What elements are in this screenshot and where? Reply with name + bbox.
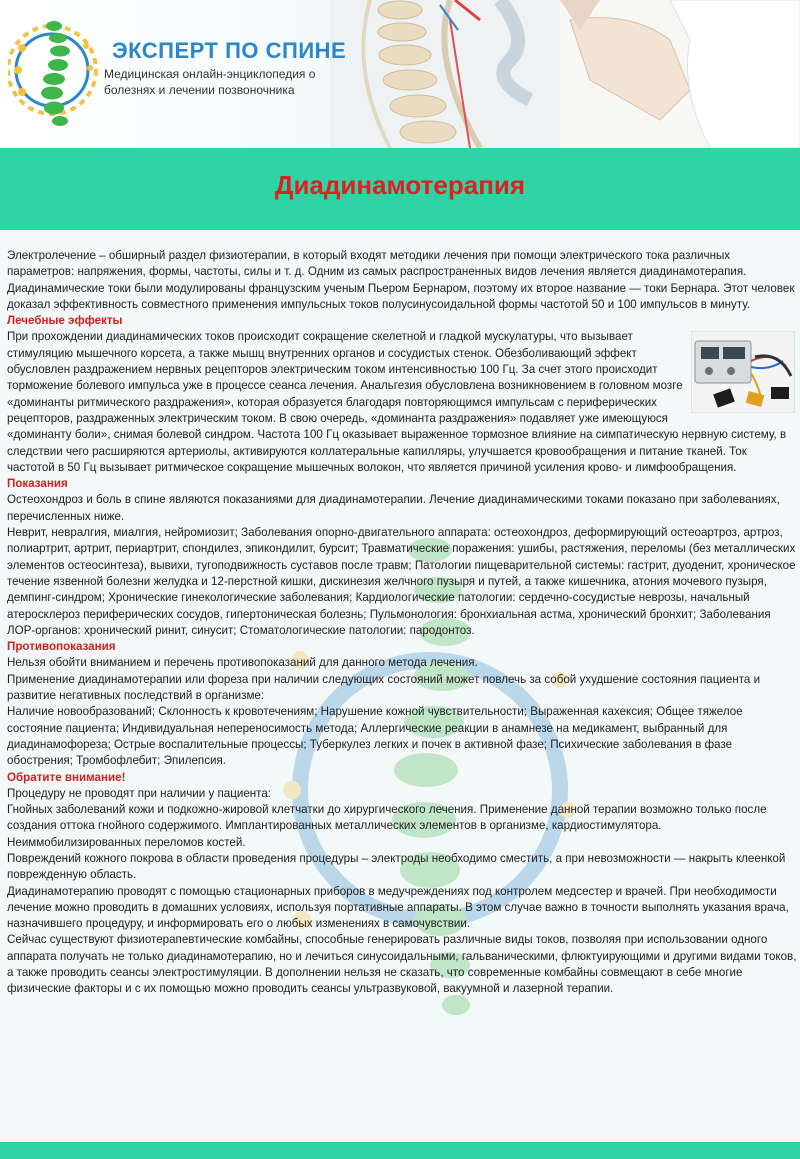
page-title: Диадинамотерапия [274, 170, 526, 200]
effects-heading: Лечебные эффекты [7, 314, 123, 328]
outro-paragraph-1: Диадинамотерапию проводят с помощью стационарных приборов в медучреждениях под контролем медсестер и врачей. При необходимости лечение можно проводить в домашних условиях, используя портативные аппараты. В этом случае важно в точности выполнять указания врача, назначившего процедуру, и информировать его о любых изменениях в самочувствии. [7, 884, 789, 931]
header-photo-spine-model [330, 0, 800, 148]
electrotherapy-device-image [691, 331, 795, 413]
contraindications-heading: Противопоказания [7, 640, 116, 654]
intro-paragraph: Электролечение – обширный раздел физиотерапии, в который входят методики лечения при помощи электрического тока различных параметров: напряжения, формы, частоты, силы и т. д. Одним из самых распространенных видов лечения является диадинамотерапия. Диадинамические токи были модулированы французским ученым Пьером Бернаром, поэтому их второе название — токи Бернара. Этот человек доказал эффективность совместного применения импульсных токов полусинусоидальной формы частотой 50 и 100 импульсов в минуту. [7, 249, 795, 311]
indications-list: Неврит, невралгия, миалгия, нейромиозит; Заболевания опорно-двигательного аппарата: остеохондроз, деформирующий остеоартроз, артроз, полиартрит, артрит, периартрит, спондилез, эпикондилит, бурсит; Травматические поражения: ушибы, растяжения, переломы (без металлических элементов остеосинтеза), вывихи, тугоподвижность суставов после травм; Патологии пищеварительной системы: гастрит, дуоденит, хроническое течение язвенной болезни желудка и 12-перстной кишки, дискинезия желчного пузыря и путей, а также кишечника, атония мочевого пузыря, демпинг-синдром; Хронические гинекологические заболевания; Кардиологические патологии: сердечно-сосудистые неврозы, начальный атеросклероз периферических сосудов, гипертоническая болезнь; Пульмонология: бронхиальная астма, хронический бронхит; Заболевания ЛОР-органов: хронический ринит, синусит; Стоматологические патологии: пародонтоз. [7, 526, 796, 637]
attention-item-1: Гнойных заболеваний кожи и подкожно-жировой клетчатки до хирургического лечения. Применение данной терапии возможно только после создания оттока гнойного содержимого. Имплантированных металлических элементов в организме, кардиостимулятора. Неиммобилизированных переломов костей. [7, 803, 767, 849]
site-logo-subtitle: Медицинская онлайн-энциклопедия о болезнях и лечении позвоночника [104, 67, 316, 97]
bottom-band [0, 1142, 800, 1159]
attention-intro: Процедуру не проводят при наличии у пациента: [7, 786, 272, 800]
site-header [0, 0, 800, 148]
indications-intro: Остеохондроз и боль в спине являются показаниями для диадинамотерапии. Лечение диадинамическими токами показано при заболеваниях, перечисленных ниже. [7, 493, 780, 523]
contraindications-list: Наличие новообразований; Склонность к кровотечениям; Нарушение кожной чувствительности; Выраженная кахексия; Общее тяжелое состояние пациента; Индивидуальная непереносимость метода; Аллергические реакции в анамнезе на медикамент, выбранный для диадинамофореза; Острые воспалительные процессы; Туберкулез легких и почек в активной фазе; Психические заболевания в фазе обострения; Тромбофлебит; Эпилепсия. [7, 705, 743, 768]
spine-logo-icon [8, 8, 104, 132]
outro-paragraph-2: Сейчас существуют физиотерапевтические комбайны, способные генерировать различные виды токов, позволяя при использовании одного аппарата получать не только диадинамотерапию, но и лечиться синусоидальными, гальваническими, флюктуирующими и другими видами токов, а также проводить сеансы электростимуляции. В дополнении нельзя не сказать, что современные комбайны совмещают в себе многие физические факторы и с их помощью можно проводить сеансы ультразвуковой, вакуумной и лазерной терапии. [7, 933, 797, 996]
article-text [7, 248, 797, 998]
attention-heading: Обратите внимание! [7, 770, 126, 784]
contraindications-intro: Нельзя обойти вниманием и перечень противопоказаний для данного метода лечения. [7, 656, 478, 670]
attention-item-2: Повреждений кожного покрова в области проведения процедуры – электроды необходимо сместить, а при невозможности — накрыть клеенкой поврежденную область. [7, 851, 786, 882]
site-logo-title[interactable]: ЭКСПЕРТ ПО СПИНЕ [112, 38, 347, 63]
article-content [0, 230, 800, 1142]
indications-heading: Показания [7, 477, 68, 491]
effects-paragraph: При прохождении диадинамических токов происходит сокращение скелетной и гладкой мускулатуры, что вызывает стимуляцию мышечного корсета, а также мышц внутренних органов и сосудистых стенок. Обезболивающий эффект обусловлен раздражением нервных рецепторов электрическим током интенсивностью 100 Гц. За счет этого происходит торможение болевого импульса уже в процессе сеанса лечения. Анальгезия обусловлена возникновением в головном мозге «доминанты ритмического раздражения», которая образуется благодаря повторяющимся импульсам с периферических рецепторов, раздраженных электрическим током. В свою очередь, «доминанта раздражения» подавляет уже имеющуюся «доминанту боли», снимая болевой синдром. Частота 100 Гц оказывает выраженное тормозное влияние на симпатическую нервную систему, в следствии чего расширяются артериолы, активируются коллатеральные капилляры, улучшается кровообращения и питание тканей. Ток частотой в 50 Гц вызывает ритмическое сокращение мышечных волокон, что является причиной усиления крово- и лимфообращения. [7, 330, 787, 474]
contraindications-text: Применение диадинамотерапии или фореза при наличии следующих состояний может повлечь за собой ухудшение состояния пациента и развитие негативных последствий в организме: [7, 672, 761, 703]
